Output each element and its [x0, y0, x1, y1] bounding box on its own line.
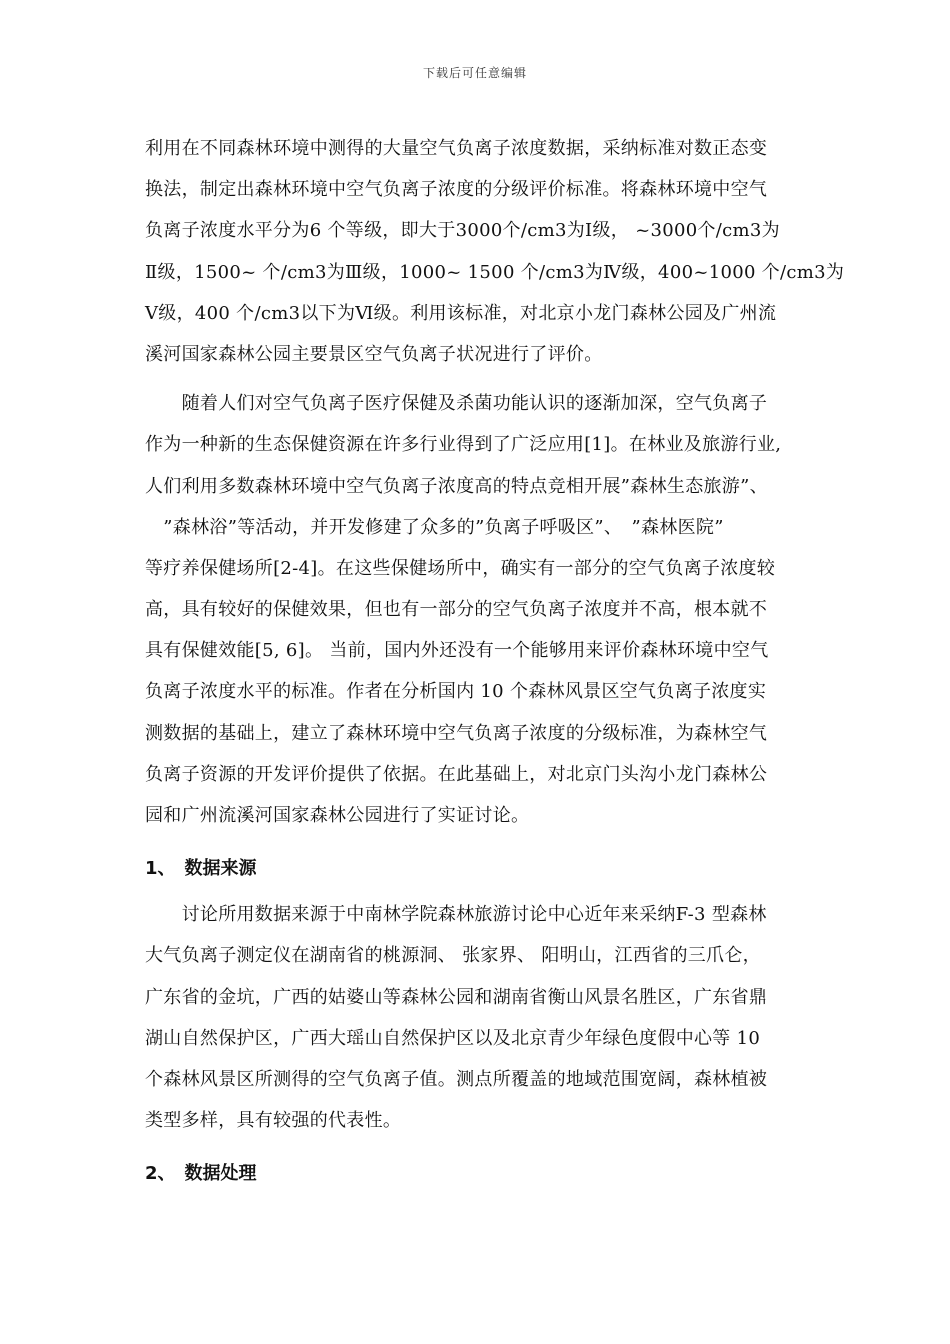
text-line: Ⅱ级，1500~ 个/cm3为Ⅲ级，1000~ 1500 个/cm3为Ⅳ级，400~1000 个/cm3为 — [145, 261, 845, 283]
page-header: 下载后可任意编辑 — [422, 66, 527, 80]
text-line: 广东省的金坑，广西的姑婆山等森林公园和湖南省衡山风景名胜区，广东省鼎 — [145, 986, 768, 1008]
text-line: 测数据的基础上，建立了森林环境中空气负离子浓度的分级标准，为森林空气 — [145, 722, 768, 744]
text-line: Ⅴ级，400 个/cm3以下为Ⅵ级。利用该标准，对北京小龙门森林公园及广州流 — [145, 302, 777, 324]
text-line: 讨论所用数据来源于中南林学院森林旅游讨论中心近年来采纳F-3 型森林 — [145, 904, 767, 926]
paragraph-3 — [145, 894, 815, 1141]
text-line: 负离子浓度水平分为6 个等级，即大于3000个/cm3为Ⅰ级， ~3000个/cm3为 — [145, 220, 780, 242]
section-heading-data-source: 1、 数据来源 — [145, 858, 257, 880]
paragraph-gap — [145, 375, 815, 383]
text-line: 利用在不同森林环境中测得的大量空气负离子浓度数据，采纳标准对数正态变 — [145, 138, 768, 159]
body-text — [145, 128, 845, 1199]
text-line: 高，具有较好的保健效果，但也有一部分的空气负离子浓度并不高，根本就不 — [145, 599, 768, 621]
paragraph-gap — [145, 1141, 815, 1149]
text-line: 湖山自然保护区，广西大瑶山自然保护区以及北京青少年绿色度假中心等 10 — [145, 1027, 761, 1049]
text-line: 个森林风景区所测得的空气负离子值。测点所覆盖的地域范围宽阔，森林植被 — [145, 1068, 768, 1090]
section-heading-data-processing: 2、 数据处理 — [145, 1163, 257, 1185]
paragraph-gap — [145, 836, 815, 844]
text-line: 等疗养保健场所[2-4]。在这些保健场所中，确实有一部分的空气负离子浓度较 — [145, 557, 776, 579]
text-line: 换法，制定出森林环境中空气负离子浓度的分级评价标准。将森林环境中空气 — [145, 179, 768, 201]
text-line: 具有保健效能[5, 6]。 当前，国内外还没有一个能够用来评价森林环境中空气 — [145, 640, 769, 662]
text-line: 园和广州流溪河国家森林公园进行了实证讨论。 — [145, 805, 530, 826]
paragraph-2 — [145, 383, 815, 836]
text-line: 类型多样，具有较强的代表性。 — [145, 1110, 402, 1132]
paragraph-1 — [145, 128, 845, 375]
text-line: 负离子浓度水平的标准。作者在分析国内 10 个森林风景区空气负离子浓度实 — [145, 681, 767, 703]
text-line: 溪河国家森林公园主要景区空气负离子状况进行了评价。 — [145, 343, 603, 365]
text-line: 大气负离子测定仪在湖南省的桃源洞、 张家界、 阳明山，江西省的三爪仑， — [145, 945, 761, 967]
text-line: 人们利用多数森林环境中空气负离子浓度高的特点竞相开展”森林生态旅游”、 — [145, 475, 768, 497]
text-line: 作为一种新的生态保健资源在许多行业得到了广泛应用[1]。在林业及旅游行业, — [145, 434, 782, 456]
text-line: 负离子资源的开发评价提供了依据。在此基础上，对北京门头沟小龙门森林公 — [145, 763, 768, 785]
text-line: 随着人们对空气负离子医疗保健及杀菌功能认识的逐渐加深，空气负离子 — [145, 393, 768, 415]
text-line: ”森林浴”等活动，并开发修建了众多的”负离子呼吸区”、 ”森林医院” — [145, 516, 724, 538]
